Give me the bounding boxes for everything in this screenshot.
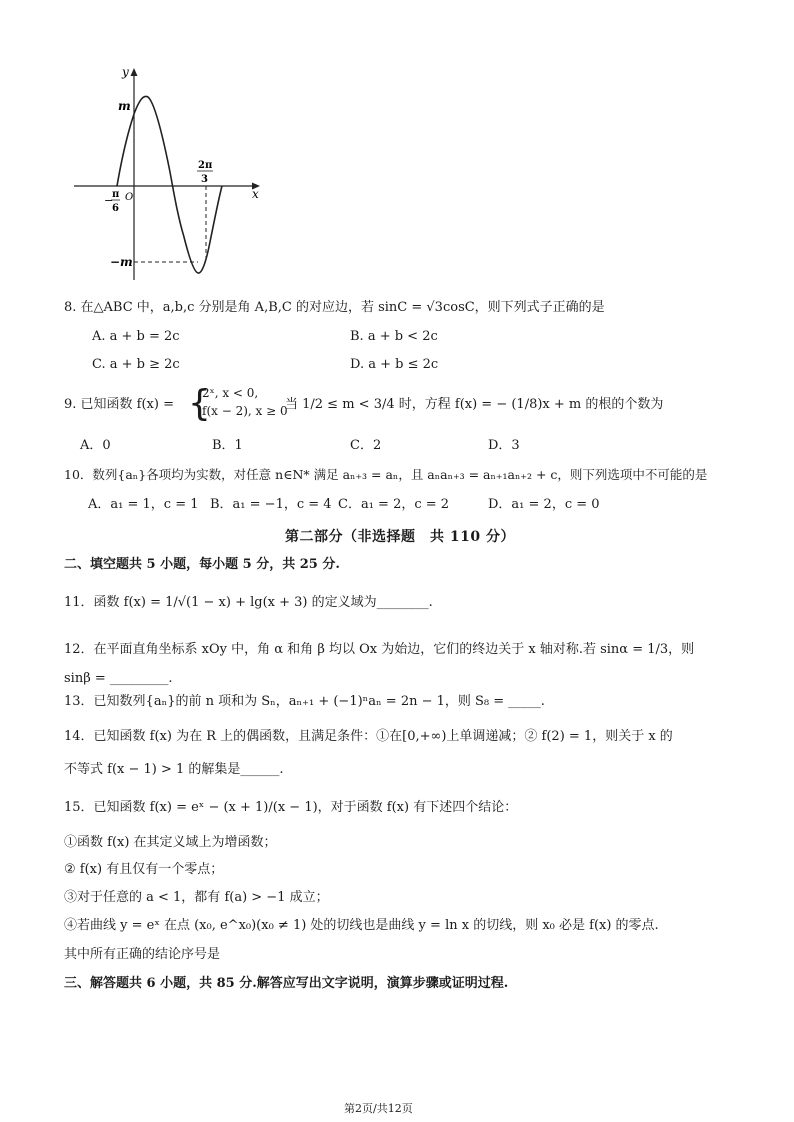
q15-conclusion-4: ④若曲线 y = eˣ 在点 (x₀, e^x₀)(x₀ ≠ 1) 处的切线也是曲线 y = ln x 的切线，则 x₀ 必是 f(x) 的零点. — [64, 918, 659, 933]
neg-pi6-denominator: 6 — [112, 203, 119, 214]
q9-case-2: f(x − 2), x ≥ 0 — [202, 404, 288, 418]
q14-line-2: 不等式 f(x − 1) > 1 的解集是______. — [64, 762, 284, 777]
q11-stem: 11．函数 f(x) = 1/√(1 − x) + lg(x + 3) 的定义域为________. — [64, 595, 433, 610]
part2-title: 第二部分（非选择题 共 110 分） — [285, 529, 515, 545]
q15-line-1: 15．已知函数 f(x) = eˣ − (x + 1)/(x − 1)，对于函数 f(x) 有下述四个结论： — [64, 800, 518, 815]
q12-line-2: sinβ = _________. — [64, 671, 173, 686]
q15-conclusion-2: ② f(x) 有且仅有一个零点； — [64, 862, 224, 877]
q8-option-d: D. a + b ≤ 2c — [350, 357, 439, 372]
sine-graph — [70, 62, 270, 284]
q9-brace-icon: { — [188, 383, 211, 424]
q9-case-1: 2ˣ, x < 0, — [202, 386, 259, 400]
q10-option-b: B．a₁ = −1，c = 4 — [210, 497, 332, 512]
neg-pi6-minus: − — [104, 194, 114, 207]
q9-option-a: A．0 — [80, 438, 111, 453]
two-pi3-denominator: 3 — [201, 174, 208, 185]
origin-label: O — [125, 192, 134, 203]
section3-heading: 三、解答题共 6 小题，共 85 分.解答应写出文字说明，演算步骤或证明过程. — [64, 976, 509, 991]
page-footer: 第2页/共12页 — [344, 1102, 413, 1115]
q15-conclusion-1: ①函数 f(x) 在其定义域上为增函数； — [64, 835, 277, 850]
q9-middle: 当 1/2 ≤ m < 3/4 时，方程 f(x) = − (1/8)x + m 的根的个数为 — [285, 397, 664, 412]
q9-prefix: 9. 已知函数 f(x) = — [64, 397, 174, 412]
q10-option-a: A．a₁ = 1，c = 1 — [88, 497, 199, 512]
q8-option-b: B. a + b < 2c — [350, 329, 438, 344]
q10-option-c: C．a₁ = 2，c = 2 — [338, 497, 450, 512]
m-label: m — [118, 99, 131, 113]
q9-option-c: C．2 — [350, 438, 382, 453]
y-axis-label: y — [122, 65, 129, 79]
two-pi3-numerator: 2π — [198, 160, 213, 171]
q8-stem: 8. 在△ABC 中，a,b,c 分别是角 A,B,C 的对应边，若 sinC = √3cosC，则下列式子正确的是 — [64, 300, 605, 315]
q15-prompt: 其中所有正确的结论序号是 — [64, 947, 221, 962]
q14-line-1: 14．已知函数 f(x) 为在 R 上的偶函数，且满足条件：①在[0,+∞)上单调递减；② f(2) = 1，则关于 x 的 — [64, 729, 673, 744]
q12-line-1: 12．在平面直角坐标系 xOy 中，角 α 和角 β 均以 Ox 为始边，它们的终边关于 x 轴对称.若 sinα = 1/3，则 — [64, 642, 695, 657]
q10-stem: 10．数列{aₙ}各项均为实数，对任意 n∈N* 满足 aₙ₊₃ = aₙ，且 aₙaₙ₊₃ = aₙ₊₁aₙ₊₂ + c，则下列选项中不可能的是 — [64, 467, 708, 482]
q13-stem: 13．已知数列{aₙ}的前 n 项和为 Sₙ，aₙ₊₁ + (−1)ⁿaₙ = 2n − 1，则 S₈ = _____. — [64, 694, 545, 709]
q9-option-b: B．1 — [212, 438, 243, 453]
neg-pi6-numerator: π — [112, 189, 120, 200]
section2-heading: 二、填空题共 5 小题，每小题 5 分，共 25 分. — [64, 557, 340, 572]
neg-m-label: −m — [110, 255, 133, 269]
q10-option-d: D．a₁ = 2，c = 0 — [488, 497, 600, 512]
q15-conclusion-3: ③对于任意的 a < 1，都有 f(a) > −1 成立； — [64, 890, 329, 905]
q8-option-a: A. a + b = 2c — [92, 329, 180, 344]
x-axis-label: x — [252, 187, 259, 201]
q9-option-d: D．3 — [488, 438, 520, 453]
y-axis-arrow-icon — [131, 68, 138, 76]
q8-option-c: C. a + b ≥ 2c — [92, 357, 180, 372]
